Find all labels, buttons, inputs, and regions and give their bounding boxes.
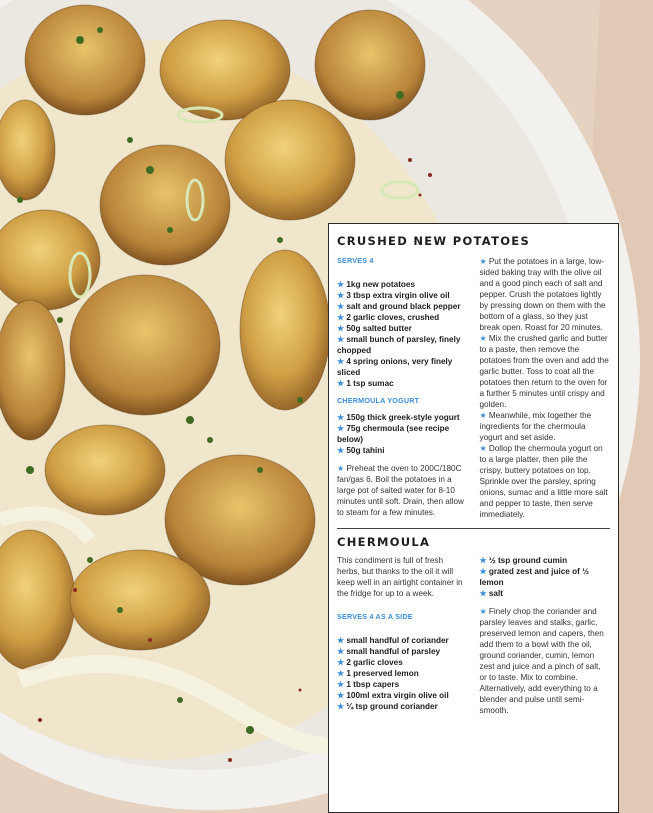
recipe-title: CRUSHED NEW POTATOES: [337, 234, 531, 248]
ingredient: ★ 50g salted butter: [337, 324, 412, 333]
section-divider: [337, 528, 610, 529]
ingredient: ★ small bunch of parsley, finely chopped: [337, 335, 461, 355]
star-bullet-icon: ★: [337, 413, 345, 422]
star-bullet-icon: ★: [337, 636, 345, 645]
star-bullet-icon: ★: [479, 257, 487, 266]
method-step: ★ Dollop the chermoula yogurt on to a large platter, then pile the crispy, buttery potatoes on top. Sprinkle over the parsley, spring onions, sumac and a little more salt and pepper to taste, then serve immediately.: [479, 444, 608, 519]
ingredient: ★ 1kg new potatoes: [337, 280, 416, 289]
ingredients-column: [337, 256, 468, 520]
star-bullet-icon: ★: [337, 379, 345, 388]
ingredient: ★ ¼ tsp ground coriander: [337, 702, 438, 711]
star-bullet-icon: ★: [479, 444, 487, 453]
recipe-card: [328, 223, 619, 813]
star-bullet-icon: ★: [337, 680, 345, 689]
ingredient: ★ small handful of coriander: [337, 636, 449, 645]
star-bullet-icon: ★: [479, 556, 487, 565]
ingredient: ★ ½ tsp ground cumin: [479, 556, 568, 565]
ingredient: ★ 2 garlic cloves, crushed: [337, 313, 440, 322]
ingredient: ★ 4 spring onions, very finely sliced: [337, 357, 453, 377]
ingredient: ★ grated zest and juice of ½ lemon: [479, 567, 589, 587]
star-bullet-icon: ★: [337, 302, 345, 311]
star-bullet-icon: ★: [479, 589, 487, 598]
star-bullet-icon: ★: [337, 647, 345, 656]
star-bullet-icon: ★: [479, 411, 487, 420]
star-bullet-icon: ★: [337, 669, 345, 678]
ingredient: ★ salt: [479, 589, 503, 598]
ingredient: ★ 3 tbsp extra virgin olive oil: [337, 291, 450, 300]
star-bullet-icon: ★: [337, 424, 345, 433]
ingredient: ★ 100ml extra virgin olive oil: [337, 691, 449, 700]
star-bullet-icon: ★: [337, 446, 345, 455]
star-bullet-icon: ★: [337, 658, 345, 667]
star-bullet-icon: ★: [479, 607, 487, 616]
serves-label: SERVES 4: [337, 256, 374, 265]
sub-heading: CHERMOULA YOGURT: [337, 396, 420, 405]
serves-label: SERVES 4 AS A SIDE: [337, 612, 413, 621]
ingredient: ★ 1 preserved lemon: [337, 669, 419, 678]
star-bullet-icon: ★: [337, 691, 345, 700]
star-bullet-icon: ★: [337, 464, 345, 473]
recipe-title: CHERMOULA: [337, 535, 431, 549]
method-step: ★ Mix the crushed garlic and butter to a paste, then remove the potatoes from the oven and add the garlic butter. Toss to coat all the potatoes then return to the oven for a further 5 minutes until crispy and golden.: [479, 334, 609, 409]
ingredient: ★ 2 garlic cloves: [337, 658, 403, 667]
star-bullet-icon: ★: [337, 702, 345, 711]
recipe-columns: [337, 256, 610, 520]
method-step: ★ Preheat the oven to 200C/180C fan/gas 6. Boil the potatoes in a large pot of salted water for 8-10 minutes until soft. Drain, then allow to steam for a few minutes.: [337, 464, 464, 517]
star-bullet-icon: ★: [337, 313, 345, 322]
method-step: ★ Meanwhile, mix together the ingredients for the chermoula yogurt and set aside.: [479, 411, 592, 442]
method-column: [480, 256, 611, 520]
star-bullet-icon: ★: [337, 357, 345, 366]
method-column: [480, 555, 611, 716]
ingredient: ★ salt and ground black pepper: [337, 302, 461, 311]
star-bullet-icon: ★: [479, 334, 487, 343]
ingredient: ★ 1 tsp sumac: [337, 379, 394, 388]
method-step: ★ Finely chop the coriander and parsley leaves and stalks, garlic, preserved lemon and capers, then add them to a bowl with the oil, ground coriander, cumin, lemon zest and juice and a pinch of salt, or to taste. Mix to combine. Alternatively, add everything to a blender and pulse until semi-smooth.: [479, 607, 604, 715]
star-bullet-icon: ★: [479, 567, 487, 576]
method-step: ★ Put the potatoes in a large, low-sided baking tray with the olive oil and a good pinch each of salt and pepper. Crush the potatoes lightly by pressing down on them with the bottom of a glass, so they just break open. Roast for 20 minutes.: [479, 257, 606, 332]
ingredient: ★ small handful of parsley: [337, 647, 441, 656]
ingredient: ★ 75g chermoula (see recipe below): [337, 424, 450, 444]
ingredient: ★ 1 tbsp capers: [337, 680, 400, 689]
ingredient: ★ 50g tahini: [337, 446, 385, 455]
star-bullet-icon: ★: [337, 280, 345, 289]
star-bullet-icon: ★: [337, 335, 345, 344]
intro-text: This condiment is full of fresh herbs, but thanks to the oil it will keep well in an airtight container in the fridge for up to a week.: [337, 556, 463, 598]
ingredient: ★ 150g thick greek-style yogurt: [337, 413, 460, 422]
star-bullet-icon: ★: [337, 291, 345, 300]
star-bullet-icon: ★: [337, 324, 345, 333]
ingredients-column: [337, 555, 468, 716]
recipe-columns: [337, 555, 610, 716]
